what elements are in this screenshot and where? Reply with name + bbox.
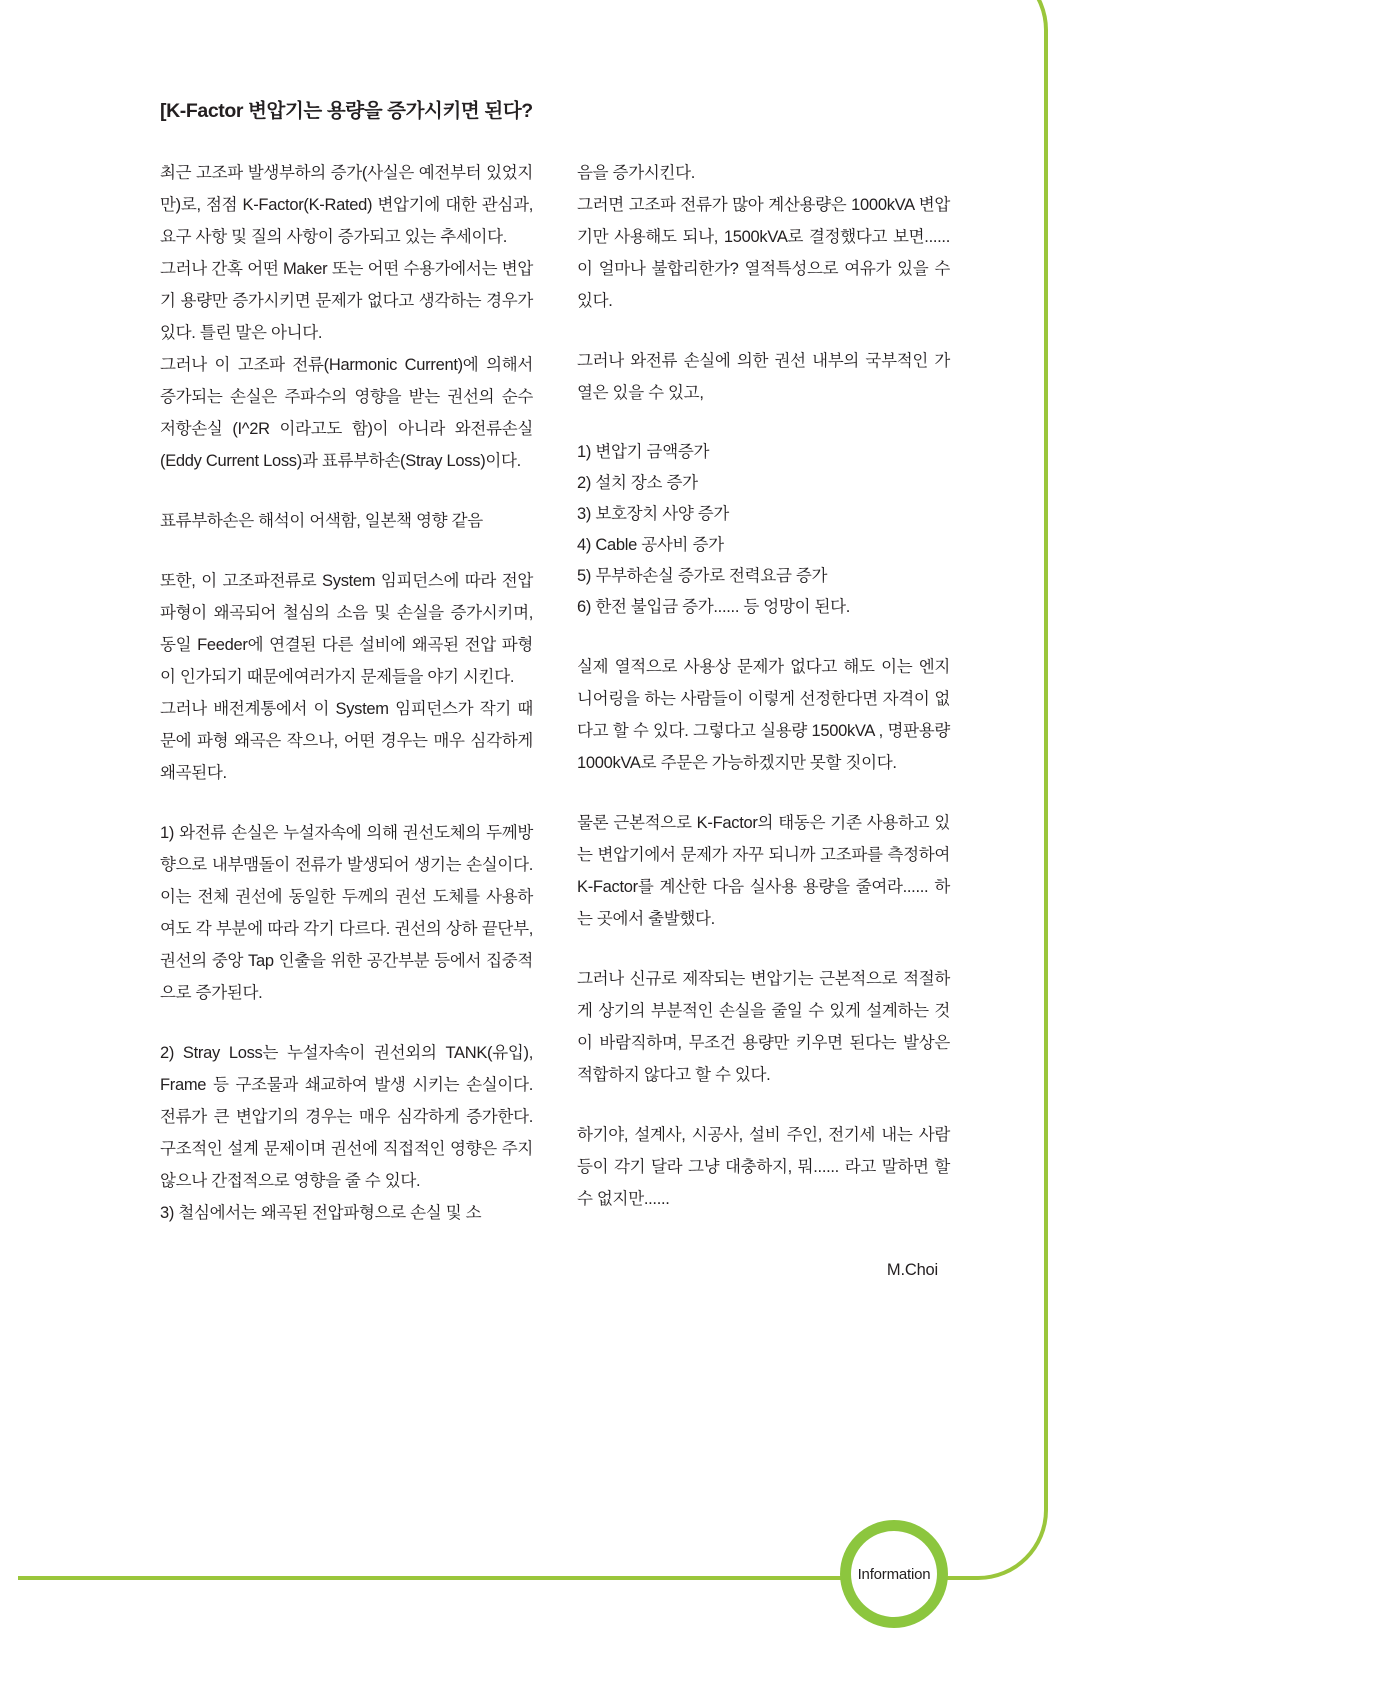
paragraph: 3) 철심에서는 왜곡된 전압파형으로 손실 및 소 [160, 1204, 482, 1222]
right-text-column [577, 157, 950, 1280]
author-signature: M.Choi [886, 1261, 938, 1279]
information-badge-label: Information [857, 1565, 931, 1583]
two-column-layout [160, 157, 950, 1280]
paragraph: 그러나 배전계통에서 이 System 임피던스가 작기 때문에 파형 왜곡은 작으나, 어떤 경우는 매우 심각하게 왜곡된다. [160, 700, 533, 782]
paragraph: 음을 증가시킨다. [577, 164, 696, 182]
paragraph: 그러나 간혹 어떤 Maker 또는 어떤 수용가에서는 변압기 용량만 증가시키면 문제가 없다고 생각하는 경우가 있다. 틀린 말은 아니다. [160, 260, 533, 342]
paragraph: 실제 열적으로 사용상 문제가 없다고 해도 이는 엔지니어링을 하는 사람들이 이렇게 선정한다면 자격이 없다고 할 수 있다. 그렇다고 실용량 1500kVA , 명판용량 1000kVA로 주문은 가능하겠지만 못할 짓이다. [577, 658, 950, 772]
paragraph: 또한, 이 고조파전류로 System 임피던스에 따라 전압파형이 왜곡되어 철심의 소음 및 손실을 증가시키며, 동일 Feeder에 연결된 다른 설비에 왜곡된 전압 파형이 인가되기 때문에여러가지 문제들을 야기 시킨다. [160, 572, 533, 686]
information-badge [840, 1520, 948, 1628]
paragraph: 그러나 신규로 제작되는 변압기는 근본적으로 적절하게 상기의 부분적인 손실을 줄일 수 있게 설계하는 것이 바람직하며, 무조건 용량만 키우면 된다는 발상은 적합하지 않다고 할 수 있다. [577, 970, 950, 1084]
frame-left-mask [0, 0, 22, 1590]
paragraph: 그러나 이 고조파 전류(Harmonic Current)에 의해서 증가되는 손실은 주파수의 영향을 받는 권선의 순수 저항손실 (I^2R 이라고도 함)이 아니라 와전류손실(Eddy Current Loss)과 표류부하손(Stray Loss)이다. [160, 356, 533, 470]
list-item: 2) 설치 장소 증가 [577, 474, 698, 492]
paragraph: 하기야, 설계사, 시공사, 설비 주인, 전기세 내는 사람 등이 각기 달라 그냥 대충하지, 뭐...... 라고 말하면 할 수 없지만...... [577, 1126, 950, 1208]
information-badge-inner [851, 1531, 937, 1617]
list-item: 1) 변압기 금액증가 [577, 443, 710, 461]
page-title: [K-Factor 변압기는 용량을 증가시키면 된다? [160, 100, 533, 122]
list-item: 6) 한전 불입금 증가...... 등 엉망이 된다. [577, 598, 851, 616]
paragraph: 2) Stray Loss는 누설자속이 권선외의 TANK(유입), Frame 등 구조물과 쇄교하여 발생 시키는 손실이다. 전류가 큰 변압기의 경우는 매우 심각하게 증가한다. 구조적인 설계 문제이며 권선에 직접적인 영향은 주지 않으나 간접적으로 영향을 줄 수 있다. [160, 1044, 533, 1190]
paragraph: 물론 근본적으로 K-Factor의 태동은 기존 사용하고 있는 변압기에서 문제가 자꾸 되니까 고조파를 측정하여 K-Factor를 계산한 다음 실사용 용량을 줄여라...... 하는 곳에서 출발했다. [577, 814, 950, 928]
list-item: 4) Cable 공사비 증가 [577, 536, 724, 554]
paragraph: 그러나 와전류 손실에 의한 권선 내부의 국부적인 가열은 있을 수 있고, [577, 352, 950, 402]
paragraph: 1) 와전류 손실은 누설자속에 의해 권선도체의 두께방향으로 내부맴돌이 전류가 발생되어 생기는 손실이다. 이는 전체 권선에 동일한 두께의 권선 도체를 사용하여도 각 부분에 따라 각기 다르다. 권선의 상하 끝단부, 권선의 중앙 Tap 인출을 위한 공간부분 등에서 집중적으로 증가된다. [160, 824, 533, 1002]
list-item: 5) 무부하손실 증가로 전력요금 증가 [577, 567, 828, 585]
paragraph: 표류부하손은 해석이 어색함, 일본책 영향 같음 [160, 512, 483, 530]
document-body [160, 95, 950, 1280]
list-item: 3) 보호장치 사양 증가 [577, 505, 730, 523]
paragraph: 최근 고조파 발생부하의 증가(사실은 예전부터 있었지만)로, 점점 K-Factor(K-Rated) 변압기에 대한 관심과, 요구 사항 및 질의 사항이 증가되고 있는 추세이다. [160, 164, 533, 246]
left-text-column [160, 157, 533, 1280]
paragraph: 그러면 고조파 전류가 많아 계산용량은 1000kVA 변압기만 사용해도 되나, 1500kVA로 결정했다고 보면...... 이 얼마나 불합리한가? 열적특성으로 여유가 있을 수 있다. [577, 196, 950, 310]
numbered-list [577, 437, 950, 623]
